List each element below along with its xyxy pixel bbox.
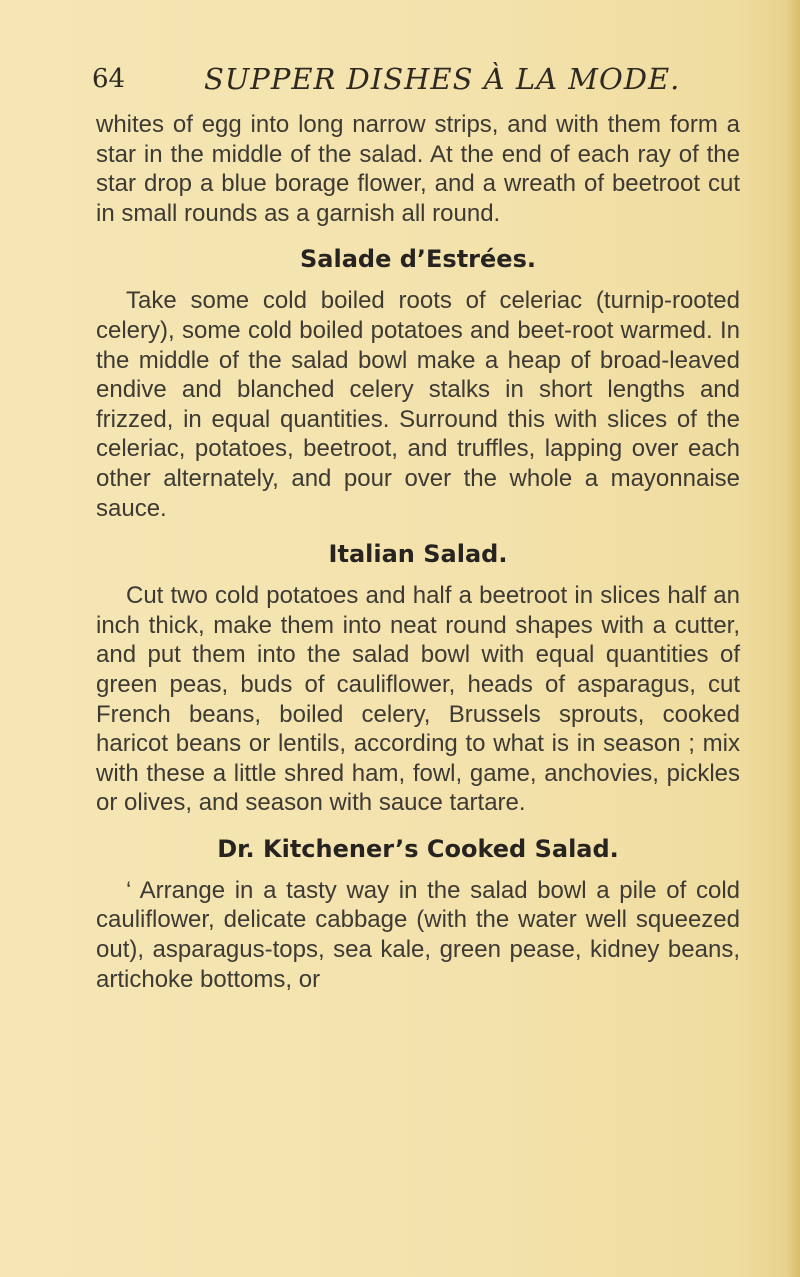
section-body-salade-destrees: Take some cold boiled roots of celeriac (turnip-rooted celery), some cold boiled potatoes and beet-root warmed. In the middle of the salad bowl make a heap of broad-leaved endive and blanched celery stalks in short lengths and frizzed, in equal quantities. Surround this with slices of the celeriac, potatoes, beetroot, and truffles, lapping over each other alternately, and pour over the whole a mayonnaise sauce.: [96, 287, 740, 522]
page-number: 64: [92, 64, 126, 94]
section-body-italian-salad: Cut two cold potatoes and half a beetroot in slices half an inch thick, make them into neat round shapes with a cutter, and put them into the salad bowl with equal quantities of green peas, buds of cauliflower, heads of asparagus, cut French beans, boiled celery, Brussels sprouts, cooked haricot beans or lentils, according to what is in season ; mix with these a little shred ham, fowl, game, anchovies, pickles or olives, and season with sauce tartare.: [96, 582, 740, 817]
intro-paragraph: whites of egg into long narrow strips, and with them form a star in the middle of the salad. At the end of each ray of the star drop a blue borage flower, and a wreath of beetroot cut in small rounds as a garnish all round.: [96, 111, 740, 227]
page-edge-shadow: [786, 0, 800, 1277]
page-body: [96, 110, 740, 994]
page-header-title: SUPPER DISHES À LA MODE.: [204, 62, 681, 96]
section-heading-salade-destrees: Salade d’Estrées.: [300, 245, 536, 274]
running-head: [92, 56, 732, 100]
section-heading-italian-salad: Italian Salad.: [328, 540, 508, 569]
section-heading-kitchener-salad: Dr. Kitchener’s Cooked Salad.: [217, 834, 619, 863]
section-body-kitchener-salad: ‘ Arrange in a tasty way in the salad bowl a pile of cold cauliflower, delicate cabbage (with the water well squeezed out), asparagus-tops, sea kale, green pease, kidney beans, artichoke bottoms, or: [96, 876, 740, 993]
